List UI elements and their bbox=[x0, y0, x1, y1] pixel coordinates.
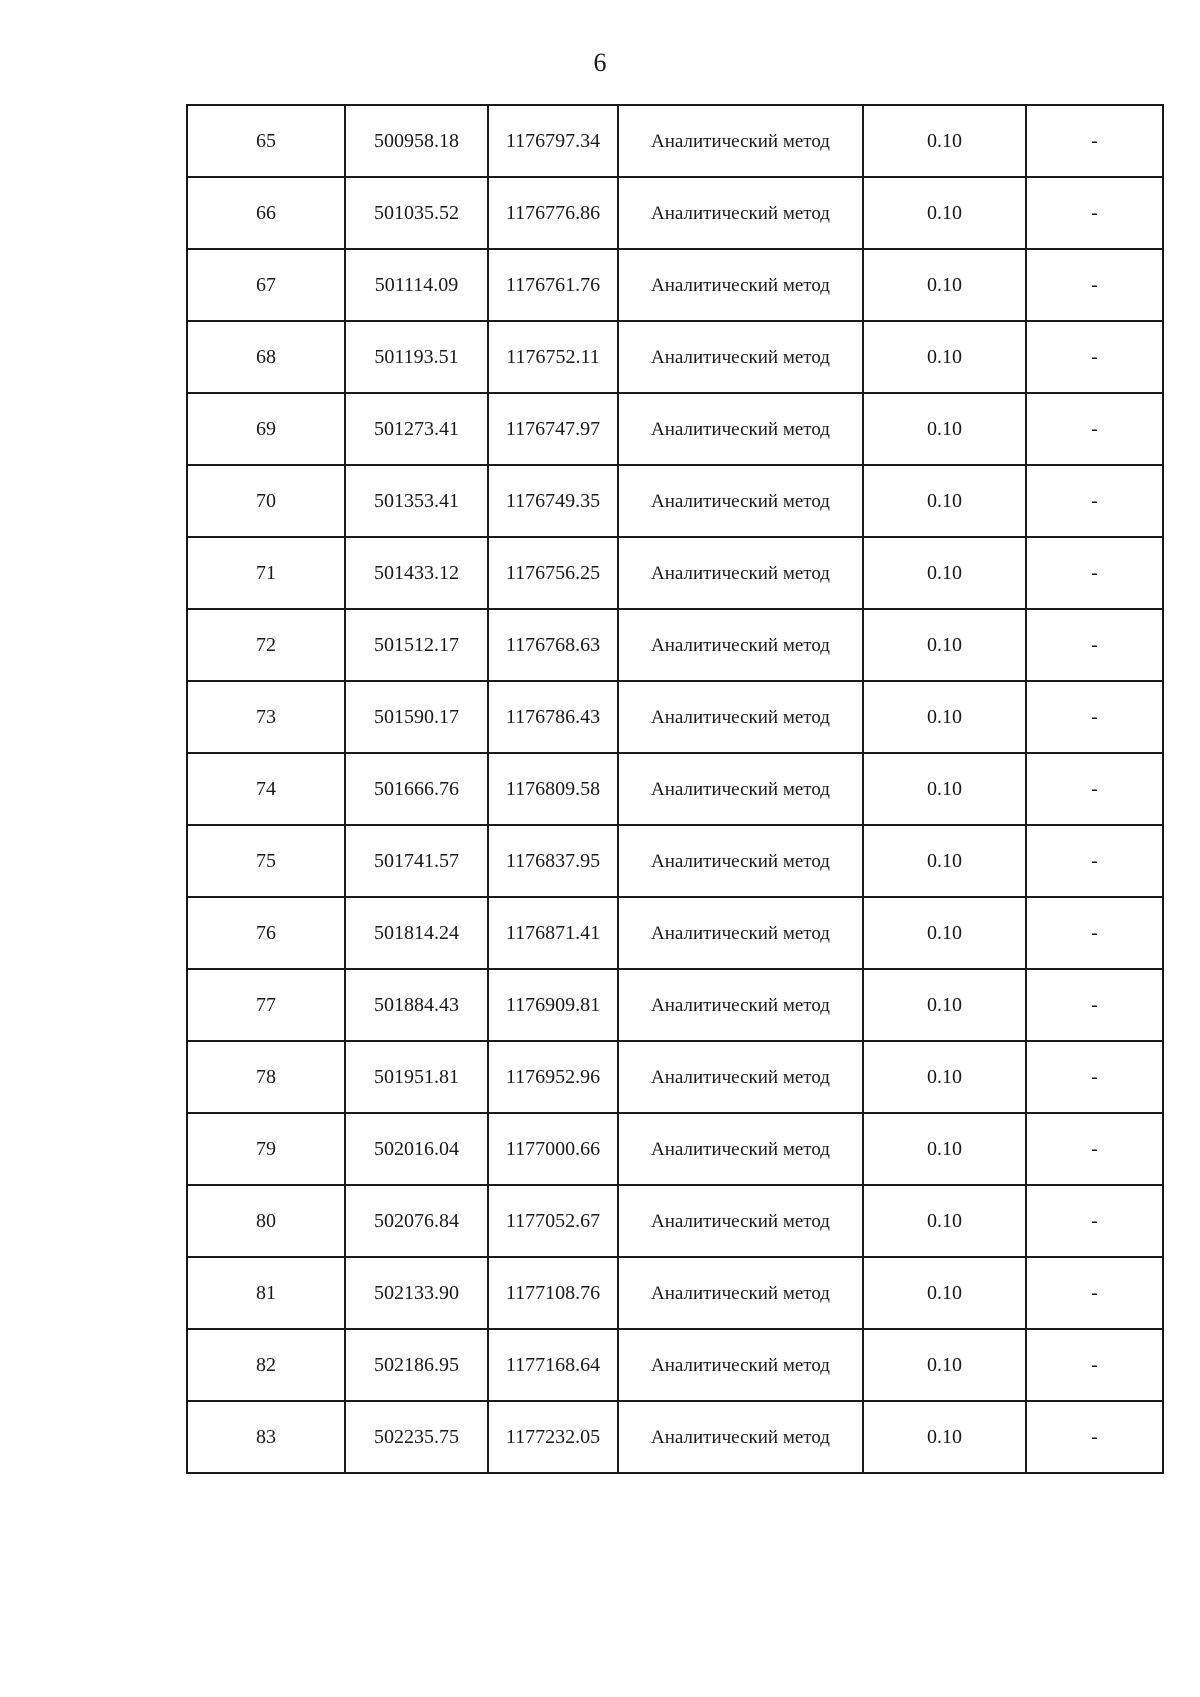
y-coordinate-cell: 1176952.96 bbox=[488, 1041, 618, 1113]
point-number-cell: 65 bbox=[187, 105, 345, 177]
note-cell: - bbox=[1026, 1041, 1163, 1113]
note-cell: - bbox=[1026, 1401, 1163, 1473]
accuracy-cell: 0.10 bbox=[863, 1041, 1026, 1113]
x-coordinate-cell: 501353.41 bbox=[345, 465, 488, 537]
accuracy-cell: 0.10 bbox=[863, 537, 1026, 609]
point-number-cell: 83 bbox=[187, 1401, 345, 1473]
point-number-cell: 80 bbox=[187, 1185, 345, 1257]
method-cell: Аналитический метод bbox=[618, 105, 863, 177]
y-coordinate-cell: 1177168.64 bbox=[488, 1329, 618, 1401]
y-coordinate-cell: 1176797.34 bbox=[488, 105, 618, 177]
table-row bbox=[187, 753, 1163, 825]
y-coordinate-cell: 1176786.43 bbox=[488, 681, 618, 753]
method-cell: Аналитический метод bbox=[618, 537, 863, 609]
point-number-cell: 68 bbox=[187, 321, 345, 393]
note-cell: - bbox=[1026, 177, 1163, 249]
y-coordinate-cell: 1176909.81 bbox=[488, 969, 618, 1041]
method-cell: Аналитический метод bbox=[618, 249, 863, 321]
point-number-cell: 71 bbox=[187, 537, 345, 609]
x-coordinate-cell: 501884.43 bbox=[345, 969, 488, 1041]
point-number-cell: 76 bbox=[187, 897, 345, 969]
y-coordinate-cell: 1176776.86 bbox=[488, 177, 618, 249]
accuracy-cell: 0.10 bbox=[863, 177, 1026, 249]
table-row bbox=[187, 105, 1163, 177]
table-row bbox=[187, 465, 1163, 537]
x-coordinate-cell: 501433.12 bbox=[345, 537, 488, 609]
point-number-cell: 82 bbox=[187, 1329, 345, 1401]
y-coordinate-cell: 1176837.95 bbox=[488, 825, 618, 897]
point-number-cell: 66 bbox=[187, 177, 345, 249]
method-cell: Аналитический метод bbox=[618, 969, 863, 1041]
accuracy-cell: 0.10 bbox=[863, 393, 1026, 465]
method-cell: Аналитический метод bbox=[618, 465, 863, 537]
point-number-cell: 79 bbox=[187, 1113, 345, 1185]
page-number: 6 bbox=[593, 48, 607, 77]
note-cell: - bbox=[1026, 681, 1163, 753]
table-row bbox=[187, 897, 1163, 969]
point-number-cell: 81 bbox=[187, 1257, 345, 1329]
accuracy-cell: 0.10 bbox=[863, 609, 1026, 681]
method-cell: Аналитический метод bbox=[618, 1041, 863, 1113]
y-coordinate-cell: 1176749.35 bbox=[488, 465, 618, 537]
note-cell: - bbox=[1026, 1185, 1163, 1257]
method-cell: Аналитический метод bbox=[618, 1113, 863, 1185]
table-row bbox=[187, 1113, 1163, 1185]
coordinates-table bbox=[186, 104, 1164, 1474]
accuracy-cell: 0.10 bbox=[863, 465, 1026, 537]
x-coordinate-cell: 502133.90 bbox=[345, 1257, 488, 1329]
accuracy-cell: 0.10 bbox=[863, 1257, 1026, 1329]
x-coordinate-cell: 501741.57 bbox=[345, 825, 488, 897]
table-row bbox=[187, 1401, 1163, 1473]
method-cell: Аналитический метод bbox=[618, 393, 863, 465]
x-coordinate-cell: 501273.41 bbox=[345, 393, 488, 465]
method-cell: Аналитический метод bbox=[618, 1257, 863, 1329]
point-number-cell: 73 bbox=[187, 681, 345, 753]
x-coordinate-cell: 500958.18 bbox=[345, 105, 488, 177]
method-cell: Аналитический метод bbox=[618, 753, 863, 825]
accuracy-cell: 0.10 bbox=[863, 1401, 1026, 1473]
method-cell: Аналитический метод bbox=[618, 1185, 863, 1257]
method-cell: Аналитический метод bbox=[618, 177, 863, 249]
note-cell: - bbox=[1026, 321, 1163, 393]
note-cell: - bbox=[1026, 753, 1163, 825]
accuracy-cell: 0.10 bbox=[863, 321, 1026, 393]
note-cell: - bbox=[1026, 609, 1163, 681]
point-number-cell: 77 bbox=[187, 969, 345, 1041]
y-coordinate-cell: 1176871.41 bbox=[488, 897, 618, 969]
method-cell: Аналитический метод bbox=[618, 321, 863, 393]
note-cell: - bbox=[1026, 105, 1163, 177]
method-cell: Аналитический метод bbox=[618, 609, 863, 681]
x-coordinate-cell: 501814.24 bbox=[345, 897, 488, 969]
note-cell: - bbox=[1026, 1257, 1163, 1329]
point-number-cell: 69 bbox=[187, 393, 345, 465]
table-row bbox=[187, 321, 1163, 393]
table-row bbox=[187, 825, 1163, 897]
y-coordinate-cell: 1176752.11 bbox=[488, 321, 618, 393]
table-row bbox=[187, 1329, 1163, 1401]
y-coordinate-cell: 1176809.58 bbox=[488, 753, 618, 825]
x-coordinate-cell: 502235.75 bbox=[345, 1401, 488, 1473]
accuracy-cell: 0.10 bbox=[863, 1185, 1026, 1257]
table-row bbox=[187, 393, 1163, 465]
y-coordinate-cell: 1177000.66 bbox=[488, 1113, 618, 1185]
note-cell: - bbox=[1026, 393, 1163, 465]
method-cell: Аналитический метод bbox=[618, 1329, 863, 1401]
note-cell: - bbox=[1026, 1113, 1163, 1185]
accuracy-cell: 0.10 bbox=[863, 681, 1026, 753]
note-cell: - bbox=[1026, 537, 1163, 609]
x-coordinate-cell: 501951.81 bbox=[345, 1041, 488, 1113]
x-coordinate-cell: 501114.09 bbox=[345, 249, 488, 321]
table-row bbox=[187, 969, 1163, 1041]
accuracy-cell: 0.10 bbox=[863, 897, 1026, 969]
note-cell: - bbox=[1026, 249, 1163, 321]
method-cell: Аналитический метод bbox=[618, 825, 863, 897]
y-coordinate-cell: 1177108.76 bbox=[488, 1257, 618, 1329]
point-number-cell: 70 bbox=[187, 465, 345, 537]
accuracy-cell: 0.10 bbox=[863, 249, 1026, 321]
y-coordinate-cell: 1176756.25 bbox=[488, 537, 618, 609]
accuracy-cell: 0.10 bbox=[863, 969, 1026, 1041]
x-coordinate-cell: 501590.17 bbox=[345, 681, 488, 753]
point-number-cell: 74 bbox=[187, 753, 345, 825]
y-coordinate-cell: 1176747.97 bbox=[488, 393, 618, 465]
x-coordinate-cell: 502186.95 bbox=[345, 1329, 488, 1401]
y-coordinate-cell: 1176761.76 bbox=[488, 249, 618, 321]
method-cell: Аналитический метод bbox=[618, 1401, 863, 1473]
x-coordinate-cell: 501666.76 bbox=[345, 753, 488, 825]
method-cell: Аналитический метод bbox=[618, 897, 863, 969]
point-number-cell: 67 bbox=[187, 249, 345, 321]
table-row bbox=[187, 537, 1163, 609]
table-row bbox=[187, 249, 1163, 321]
accuracy-cell: 0.10 bbox=[863, 825, 1026, 897]
table-row bbox=[187, 609, 1163, 681]
point-number-cell: 78 bbox=[187, 1041, 345, 1113]
point-number-cell: 72 bbox=[187, 609, 345, 681]
y-coordinate-cell: 1177232.05 bbox=[488, 1401, 618, 1473]
y-coordinate-cell: 1177052.67 bbox=[488, 1185, 618, 1257]
note-cell: - bbox=[1026, 1329, 1163, 1401]
x-coordinate-cell: 501193.51 bbox=[345, 321, 488, 393]
accuracy-cell: 0.10 bbox=[863, 105, 1026, 177]
table-row bbox=[187, 177, 1163, 249]
note-cell: - bbox=[1026, 969, 1163, 1041]
note-cell: - bbox=[1026, 897, 1163, 969]
note-cell: - bbox=[1026, 465, 1163, 537]
x-coordinate-cell: 501512.17 bbox=[345, 609, 488, 681]
point-number-cell: 75 bbox=[187, 825, 345, 897]
table-row bbox=[187, 1041, 1163, 1113]
x-coordinate-cell: 502016.04 bbox=[345, 1113, 488, 1185]
method-cell: Аналитический метод bbox=[618, 681, 863, 753]
accuracy-cell: 0.10 bbox=[863, 1113, 1026, 1185]
note-cell: - bbox=[1026, 825, 1163, 897]
table-row bbox=[187, 681, 1163, 753]
table-row bbox=[187, 1257, 1163, 1329]
y-coordinate-cell: 1176768.63 bbox=[488, 609, 618, 681]
accuracy-cell: 0.10 bbox=[863, 753, 1026, 825]
coordinates-table-body bbox=[187, 105, 1163, 1473]
table-row bbox=[187, 1185, 1163, 1257]
accuracy-cell: 0.10 bbox=[863, 1329, 1026, 1401]
x-coordinate-cell: 502076.84 bbox=[345, 1185, 488, 1257]
x-coordinate-cell: 501035.52 bbox=[345, 177, 488, 249]
